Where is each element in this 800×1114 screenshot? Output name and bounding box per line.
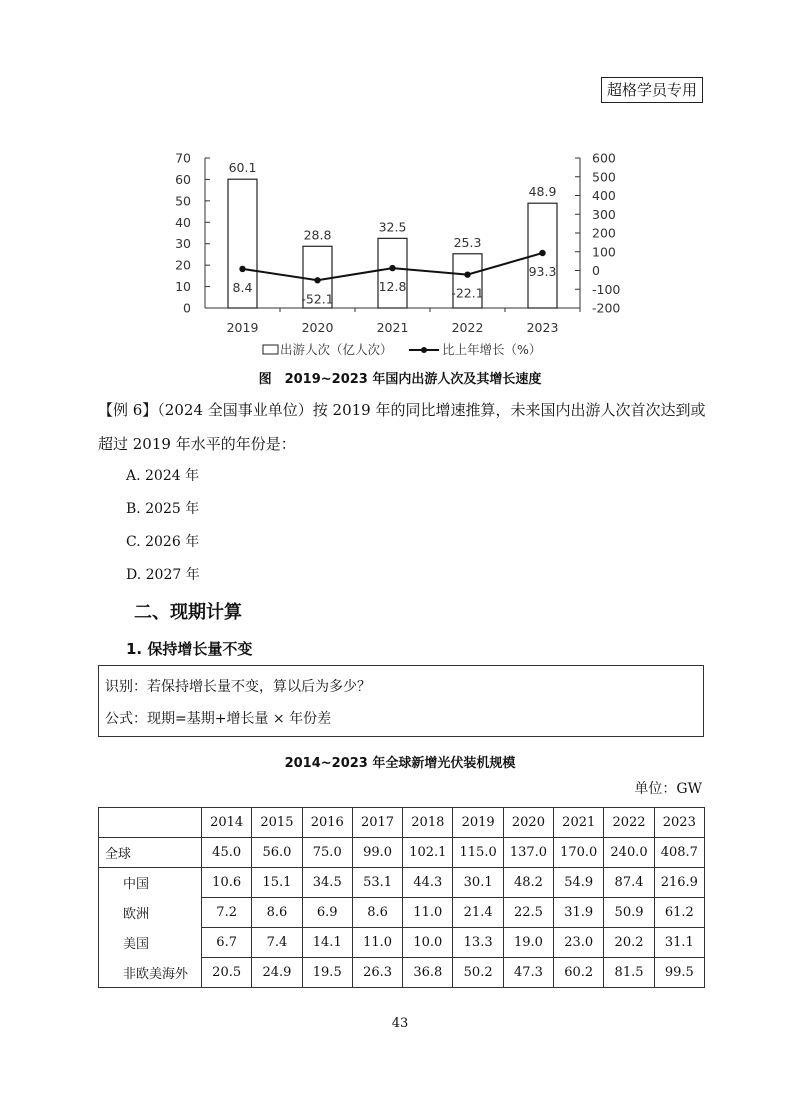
table-row xyxy=(99,928,705,958)
table-row xyxy=(99,898,705,928)
formula-identify: 识别：若保持增长量不变，算以后为多少？ xyxy=(105,679,371,695)
left-tick-label: 0 xyxy=(183,300,191,316)
table-cell: 6.9 xyxy=(302,898,352,928)
right-tick-label: 400 xyxy=(592,188,616,203)
table-cell: 102.1 xyxy=(403,838,453,868)
table-cell: 11.0 xyxy=(403,898,453,928)
growth-value-label: 8.4 xyxy=(232,279,253,295)
bar-value-label: 60.1 xyxy=(228,160,257,176)
table-cell: 30.1 xyxy=(453,868,503,898)
table-cell: 60.2 xyxy=(554,958,604,988)
growth-value-label: -52.1 xyxy=(301,291,334,307)
table-cell: 24.9 xyxy=(252,958,302,988)
bar-2021 xyxy=(378,238,407,308)
growth-value-label: -22.1 xyxy=(451,285,484,301)
row-label: 欧洲 xyxy=(99,898,202,928)
question-text: 【例 6】（2024 全国事业单位）按 2019 年的同比增速推算，未来国内出游人次首次达到或超过 2019 年水平的年份是： xyxy=(98,401,706,453)
row-label: 非欧美海外 xyxy=(99,958,202,988)
table-cell: 15.1 xyxy=(252,868,302,898)
x-tick-label: 2021 xyxy=(376,320,409,335)
table-cell: 11.0 xyxy=(352,928,402,958)
table-cell: 31.9 xyxy=(554,898,604,928)
table-header-cell: 2022 xyxy=(604,808,654,838)
table-cell: 115.0 xyxy=(453,838,503,868)
pv-table xyxy=(98,807,705,988)
chart-caption: 图 2019~2023 年国内出游人次及其增长速度 xyxy=(258,372,542,387)
table-header-cell: 2017 xyxy=(352,808,402,838)
left-tick-label: 50 xyxy=(175,193,191,209)
right-tick-label: 600 xyxy=(592,150,616,166)
table-cell: 22.5 xyxy=(503,898,553,928)
table-cell: 240.0 xyxy=(604,838,654,868)
tourism-chart xyxy=(160,145,640,357)
table-cell: 87.4 xyxy=(604,868,654,898)
table-row xyxy=(99,868,705,898)
table-cell: 23.0 xyxy=(554,928,604,958)
legend-bar-label: 出游人次（亿人次） xyxy=(280,342,393,357)
table-header-cell: 2020 xyxy=(503,808,553,838)
bar-value-label: 32.5 xyxy=(378,219,407,235)
table-cell: 99.5 xyxy=(654,958,704,988)
left-tick-label: 70 xyxy=(175,150,191,166)
table-cell: 137.0 xyxy=(503,838,553,868)
table-row xyxy=(99,838,705,868)
page-number: 43 xyxy=(391,1016,409,1031)
row-label: 美国 xyxy=(99,928,202,958)
table-header-row xyxy=(99,808,705,838)
table-cell: 50.2 xyxy=(453,958,503,988)
table-title: 2014~2023 年全球新增光伏装机规模 xyxy=(284,756,516,771)
table-cell: 61.2 xyxy=(654,898,704,928)
table-header-cell: 2021 xyxy=(554,808,604,838)
table-cell: 31.1 xyxy=(654,928,704,958)
formula-box xyxy=(98,665,704,737)
growth-point-2020 xyxy=(314,277,320,283)
option-b[interactable]: B. 2025 年 xyxy=(126,501,200,517)
option-d[interactable]: D. 2027 年 xyxy=(126,567,200,583)
table-cell: 20.2 xyxy=(604,928,654,958)
right-tick-label: 500 xyxy=(592,169,616,185)
table-cell: 10.0 xyxy=(403,928,453,958)
table-cell: 7.4 xyxy=(252,928,302,958)
bar-value-label: 28.8 xyxy=(303,227,332,243)
table-cell: 34.5 xyxy=(302,868,352,898)
table-cell: 20.5 xyxy=(202,958,252,988)
section-title: 二、现期计算 xyxy=(134,602,242,623)
table-cell: 170.0 xyxy=(554,838,604,868)
bar-value-label: 25.3 xyxy=(453,234,482,250)
growth-point-2023 xyxy=(539,250,545,256)
table-unit: 单位：GW xyxy=(634,781,702,797)
table-header-cell: 2016 xyxy=(302,808,352,838)
right-tick-label: 0 xyxy=(592,263,600,278)
right-tick-label: -200 xyxy=(592,300,621,316)
x-tick-label: 2023 xyxy=(526,320,559,335)
x-tick-label: 2019 xyxy=(226,320,259,335)
row-label: 全球 xyxy=(99,838,202,868)
table-cell: 6.7 xyxy=(202,928,252,958)
formula-expression: 公式：现期=基期+增长量 × 年份差 xyxy=(105,711,332,727)
left-tick-label: 60 xyxy=(175,171,191,187)
row-label: 中国 xyxy=(99,868,202,898)
growth-value-label: 93.3 xyxy=(528,264,557,280)
table-corner-cell xyxy=(99,808,202,838)
member-badge: 超格学员专用 xyxy=(601,77,703,103)
table-cell: 10.6 xyxy=(202,868,252,898)
table-cell: 19.5 xyxy=(302,958,352,988)
left-tick-label: 20 xyxy=(175,257,191,273)
table-cell: 81.5 xyxy=(604,958,654,988)
table-cell: 54.9 xyxy=(554,868,604,898)
table-cell: 45.0 xyxy=(202,838,252,868)
legend-line-label: 比上年增长（%） xyxy=(442,342,542,357)
table-cell: 216.9 xyxy=(654,868,704,898)
table-cell: 47.3 xyxy=(503,958,553,988)
table-cell: 8.6 xyxy=(252,898,302,928)
left-tick-label: 40 xyxy=(175,214,191,230)
growth-point-2021 xyxy=(389,265,395,271)
table-cell: 99.0 xyxy=(352,838,402,868)
table-cell: 75.0 xyxy=(302,838,352,868)
table-header-cell: 2019 xyxy=(453,808,503,838)
table-cell: 14.1 xyxy=(302,928,352,958)
table-cell: 48.2 xyxy=(503,868,553,898)
legend-bar-swatch xyxy=(263,345,278,354)
table-cell: 53.1 xyxy=(352,868,402,898)
table-cell: 44.3 xyxy=(403,868,453,898)
subsection-title: 1. 保持增长量不变 xyxy=(126,640,253,658)
right-tick-label: 200 xyxy=(592,225,616,241)
growth-point-2022 xyxy=(464,271,470,277)
left-tick-label: 30 xyxy=(175,236,191,252)
table-cell: 408.7 xyxy=(654,838,704,868)
right-tick-label: 100 xyxy=(592,244,616,260)
table-cell: 7.2 xyxy=(202,898,252,928)
table-cell: 13.3 xyxy=(453,928,503,958)
table-cell: 8.6 xyxy=(352,898,402,928)
right-tick-label: -100 xyxy=(592,281,621,297)
x-tick-label: 2022 xyxy=(451,320,484,335)
table-header-cell: 2015 xyxy=(252,808,302,838)
growth-value-label: 12.8 xyxy=(378,279,407,295)
table-header-cell: 2014 xyxy=(202,808,252,838)
option-a[interactable]: A. 2024 年 xyxy=(126,468,200,484)
table-cell: 26.3 xyxy=(352,958,402,988)
table-header-cell: 2023 xyxy=(654,808,704,838)
table-row xyxy=(99,958,705,988)
growth-point-2019 xyxy=(239,266,245,272)
table-cell: 36.8 xyxy=(403,958,453,988)
x-tick-label: 2020 xyxy=(301,320,334,335)
table-cell: 21.4 xyxy=(453,898,503,928)
right-tick-label: 300 xyxy=(592,206,616,222)
table-cell: 56.0 xyxy=(252,838,302,868)
legend-line-marker xyxy=(421,347,427,353)
left-tick-label: 10 xyxy=(175,279,191,295)
bar-value-label: 48.9 xyxy=(528,184,557,200)
table-cell: 50.9 xyxy=(604,898,654,928)
table-cell: 19.0 xyxy=(503,928,553,958)
table-header-cell: 2018 xyxy=(403,808,453,838)
option-c[interactable]: C. 2026 年 xyxy=(126,534,200,550)
